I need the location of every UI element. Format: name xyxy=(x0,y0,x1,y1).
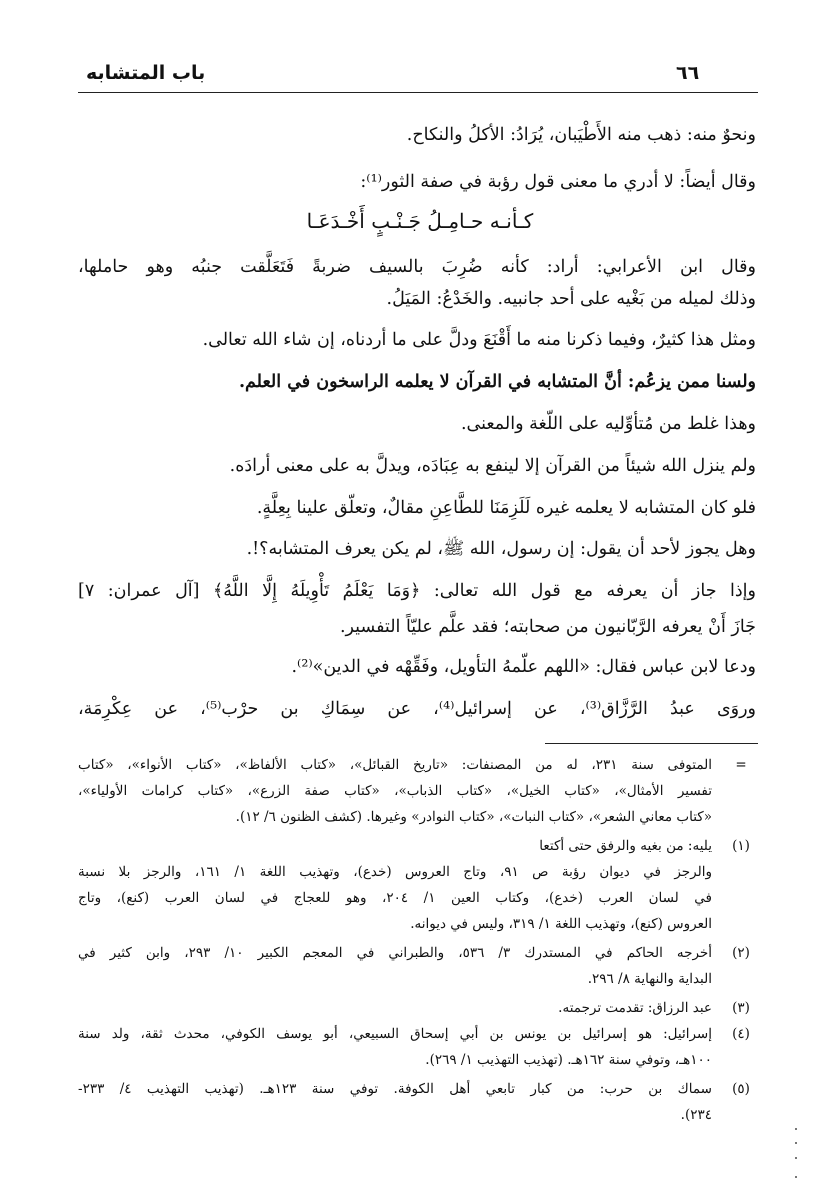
footnote-cont-marker: = xyxy=(735,757,747,773)
body-line: جَازَ أَنْ يعرفه الرَّبّانيون من صحابته؛ فقد علَّم عليّاً التفسير. xyxy=(339,617,756,637)
scan-speck xyxy=(795,1142,797,1144)
footnote-number: (٣) xyxy=(732,1000,750,1016)
verse-line: كـأنـه حـامِـلُ جَـنْـبٍ أَخْـدَعَـا xyxy=(306,209,534,233)
header-rule xyxy=(78,92,758,93)
footnote-text: أخرجه الحاكم في المستدرك ٣/ ٥٣٦، والطبراني في المعجم الكبير ١٠/ ٢٩٣، وابن كثير في xyxy=(78,945,713,961)
body-line: فلو كان المتشابه لا يعلمه غيره لَلَزِمَنَا للطَّاعِنِ مقالٌ، وتعلّق علينا بِعِلَّةٍ. xyxy=(256,498,756,518)
footnote-text: تفسير الأمثال»، «كتاب الخيل»، «كتاب الذباب»، «كتاب صفة الزرع»، «كتاب كرامات الأولياء»، xyxy=(78,783,712,799)
footnote-text: والرجز في ديوان رؤبة ص ٩١، وتاج العروس (خدع)، وتهذيب اللغة ١/ ١٦١، والرجز بلا نسبة xyxy=(78,864,712,880)
footnote-text: ١٠٠هـ، وتوفي سنة ١٦٢هـ. (تهذيب التهذيب ١/ ٢٦٩). xyxy=(425,1052,712,1068)
body-line: وقال ابن الأعرابي: أراد: كأنه ضُرِبَ بالسيف ضربةً فَتَعَلَّقت جنبُه وهو حاملها، xyxy=(78,257,756,277)
body-line: وإذا جاز أن يعرفه مع قول الله تعالى: ﴿وَمَا يَعْلَمُ تَأْوِيلَهُ إِلَّا اللَّهُ﴾ [آل عمران: ٧] xyxy=(78,581,756,601)
body-line: ونحوٌ منه: ذهب منه الأَطْيَبان، يُرَادُ: الأكلُ والنكاح. xyxy=(406,125,756,145)
footnote-number: (١) xyxy=(732,838,750,854)
footnote-text: يليه: من بغيه والرفق حتى أكتعا xyxy=(539,838,712,854)
footnote-separator xyxy=(545,743,758,744)
body-line: وهل يجوز لأحد أن يقول: إن رسول، الله ﷺ، لم يكن يعرف المتشابه؟!. xyxy=(246,539,756,559)
body-line: ومثل هذا كثيرٌ، وفيما ذكرنا منه ما أَقْنَعَ ودلَّ على ما أردناه، إن شاء الله تعالى. xyxy=(202,330,756,350)
body-line: ودعا لابن عباس فقال: «اللهم علّمهُ التأويل، وفَقِّهْه في الدين»⁽²⁾. xyxy=(291,657,756,677)
footnote-text: ٢٣٤). xyxy=(680,1107,712,1123)
footnote-number: (٢) xyxy=(732,945,750,961)
scan-speck xyxy=(795,1128,797,1130)
scan-speck xyxy=(795,1176,797,1178)
footnote-text: المتوفى سنة ٢٣١، له من المصنفات: «تاريخ القبائل»، «كتاب الألفاظ»، «كتاب الأنواء»، «كتاب xyxy=(78,757,712,773)
footnote-text: في لسان العرب (خدع)، وكتاب العين ١/ ٢٠٤، وهو للعجاج في لسان العرب (كنع)، وتاج xyxy=(78,890,712,906)
body-line-bold: ولسنا ممن يزعُم: أنَّ المتشابه في القرآن لا يعلمه الراسخون في العلم. xyxy=(238,372,756,392)
page-number: ٦٦ xyxy=(676,62,700,84)
footnote-text: عبد الرزاق: تقدمت ترجمته. xyxy=(558,1000,712,1016)
footnote-text: «كتاب معاني الشعر»، «كتاب النبات»، «كتاب النوادر» وغيرها. (كشف الظنون ٦/ ١٢). xyxy=(235,809,712,825)
footnote-text: إسرائيل: هو إسرائيل بن يونس بن أبي إسحاق السبيعي، أبو يوسف الكوفي، محدث ثقة، ولد سنة xyxy=(78,1026,712,1042)
footnote-text: العروس (كنع)، وتهذيب اللغة ١/ ٣١٩، وليس في ديوانه. xyxy=(410,916,712,932)
body-line: ولم ينزل الله شيئاً من القرآن إلا لينفع به عِبَادَه، ويدلَّ به على معنى أرادَه. xyxy=(229,456,756,476)
body-line: وذلك لميله من بَغْيه على أحد جانبيه. والخَدْعُ: المَيَلُ. xyxy=(386,289,756,309)
scan-speck xyxy=(795,1157,797,1159)
footnote-text: البداية والنهاية ٨/ ٢٩٦. xyxy=(587,971,712,987)
body-line: وروَى عبدُ الرَّزَّاق⁽³⁾، عن إسرائيل⁽⁴⁾، عن سِمَاكِ بن حرْب⁽⁵⁾، عن عِكْرِمَة، xyxy=(78,699,756,719)
footnote-number: (٤) xyxy=(732,1026,750,1042)
footnote-number: (٥) xyxy=(732,1081,750,1097)
footnote-text: سماك بن حرب: من كبار تابعي أهل الكوفة. توفي سنة ١٢٣هـ. (تهذيب التهذيب ٤/ ٢٣٣- xyxy=(78,1081,712,1097)
body-line: وهذا غلط من مُتأوِّليه على اللّغة والمعنى. xyxy=(460,414,756,434)
chapter-title: باب المتشابه xyxy=(86,62,206,84)
body-line: وقال أيضاً: لا أدري ما معنى قول رؤبة في صفة الثور⁽¹⁾: xyxy=(360,172,756,192)
